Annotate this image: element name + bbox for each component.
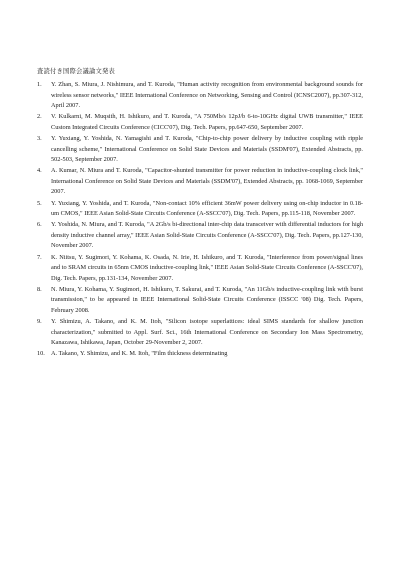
reference-text: Y. Yoshida, N. Miura, and T. Kuroda, "A 2Gb/s bi-directional inter-chip data transceiver with differential inductors for high density inductive channel array," IEEE Asian Solid-State Circuits Conference (A-SSCC'07), Dig. Tech. Papers, pp.127-130, November 2007.	[51, 221, 363, 250]
reference-number: 8.	[37, 285, 42, 293]
reference-number: 3.	[37, 134, 42, 142]
reference-number: 1.	[37, 81, 42, 88]
reference-number: 2.	[37, 113, 42, 121]
reference-item	[37, 285, 363, 317]
reference-text: N. Miura, Y. Kohama, Y. Sugimori, H. Ishikuro, T. Sakurai, and T. Kuroda, "An 11Gb/s inductive-coupling link with burst transmission," to be appeared in IEEE International Solid-State Circuits Conference (ISSCC '08) Dig. Tech. Papers, February 2008.	[51, 285, 363, 314]
reference-item	[37, 134, 363, 166]
section-heading: 査読付き国際会議論文発表	[37, 68, 115, 75]
reference-text: Y. Yuxiang, Y. Yoshida, N. Yamagishi and T. Kuroda, "Chip-to-chip power delivery by inductive coupling with ripple cancelling scheme," International Conference on Solid State Devices and Materials (SSDM'07), Extended Abstracts, pp. 502-503, September 2007.	[51, 134, 363, 164]
reference-item	[37, 112, 363, 133]
reference-text: A. Takano, Y. Shimizu, and K. M. Itoh, "Film thickness determinating	[51, 350, 228, 358]
reference-text: K. Niitsu, Y. Sugimori, Y. Kohama, K. Osada, N. Irie, H. Ishikuro, and T. Kuroda, "Interference from power/signal lines and to SRAM circuits in 65nm CMOS inductive-coupling link," IEEE Asian Solid-State Circuits Conference (A-SSCC'07), Dig. Tech. Papers, pp.131-134, November 2007.	[51, 253, 363, 282]
reference-number: 6.	[37, 221, 42, 229]
reference-text: Y. Yuxiang, Y. Yoshida, and T. Kuroda, "Non-contact 10% efficient 36mW power delivery using on-chip inductor in 0.18-um CMOS," IEEE Asian Solid-State Circuits Conference (A-SSCC'07), Dig. Tech. Papers, pp.115-118, November 2007.	[51, 199, 363, 218]
reference-number: 5.	[37, 199, 42, 207]
reference-item	[37, 317, 363, 349]
reference-item	[37, 166, 363, 198]
reference-text: A. Kumar, N. Miura and T. Kuroda, "Capacitor-shunted transmitter for power reduction in inductive-coupling clock link," International Conference on Solid State Devices and Materials (SSDM'07), Extended Abstracts, pp. 1068-1069, September 2007.	[51, 167, 363, 196]
reference-number: 10.	[37, 350, 45, 358]
reference-text: V. Kulkarni, M. Muqsith, H. Ishikuro, and T. Kuroda, "A 750Mb/s 12pJ/b 6-to-10GHz digital UWB transmitter," IEEE Custom Integrated Circuits Conference (CICC'07), Dig. Tech. Papers, pp.647-650, September 2007.	[51, 113, 363, 131]
reference-item	[37, 349, 363, 360]
reference-list	[37, 80, 363, 360]
reference-text: Y. Zhan, S. Miura, J. Nishimura, and T. Kuroda, "Human activity recognition from environmental background sounds for wireless sensor networks," IEEE International Conference on Networking, Sensing and Control (ICNSC2007), pp.307-312, April 2007.	[51, 81, 363, 110]
reference-text: Y. Shimizu, A. Takano, and K. M. Itoh, "Silicon isotope superlattices: ideal SIMS standards for shallow junction characterization," submitted to Appl. Surf. Sci., 16th International Conference on Secondary Ion Mass Spectrometry, Kanazawa, Ishikawa, Japan, October 29-November 2, 2007.	[51, 318, 363, 347]
reference-number: 4.	[37, 167, 42, 175]
reference-item	[37, 253, 363, 285]
reference-number: 7.	[37, 253, 42, 261]
reference-item	[37, 80, 363, 112]
reference-item	[37, 220, 363, 252]
reference-item	[37, 199, 363, 220]
reference-number: 9.	[37, 318, 42, 326]
